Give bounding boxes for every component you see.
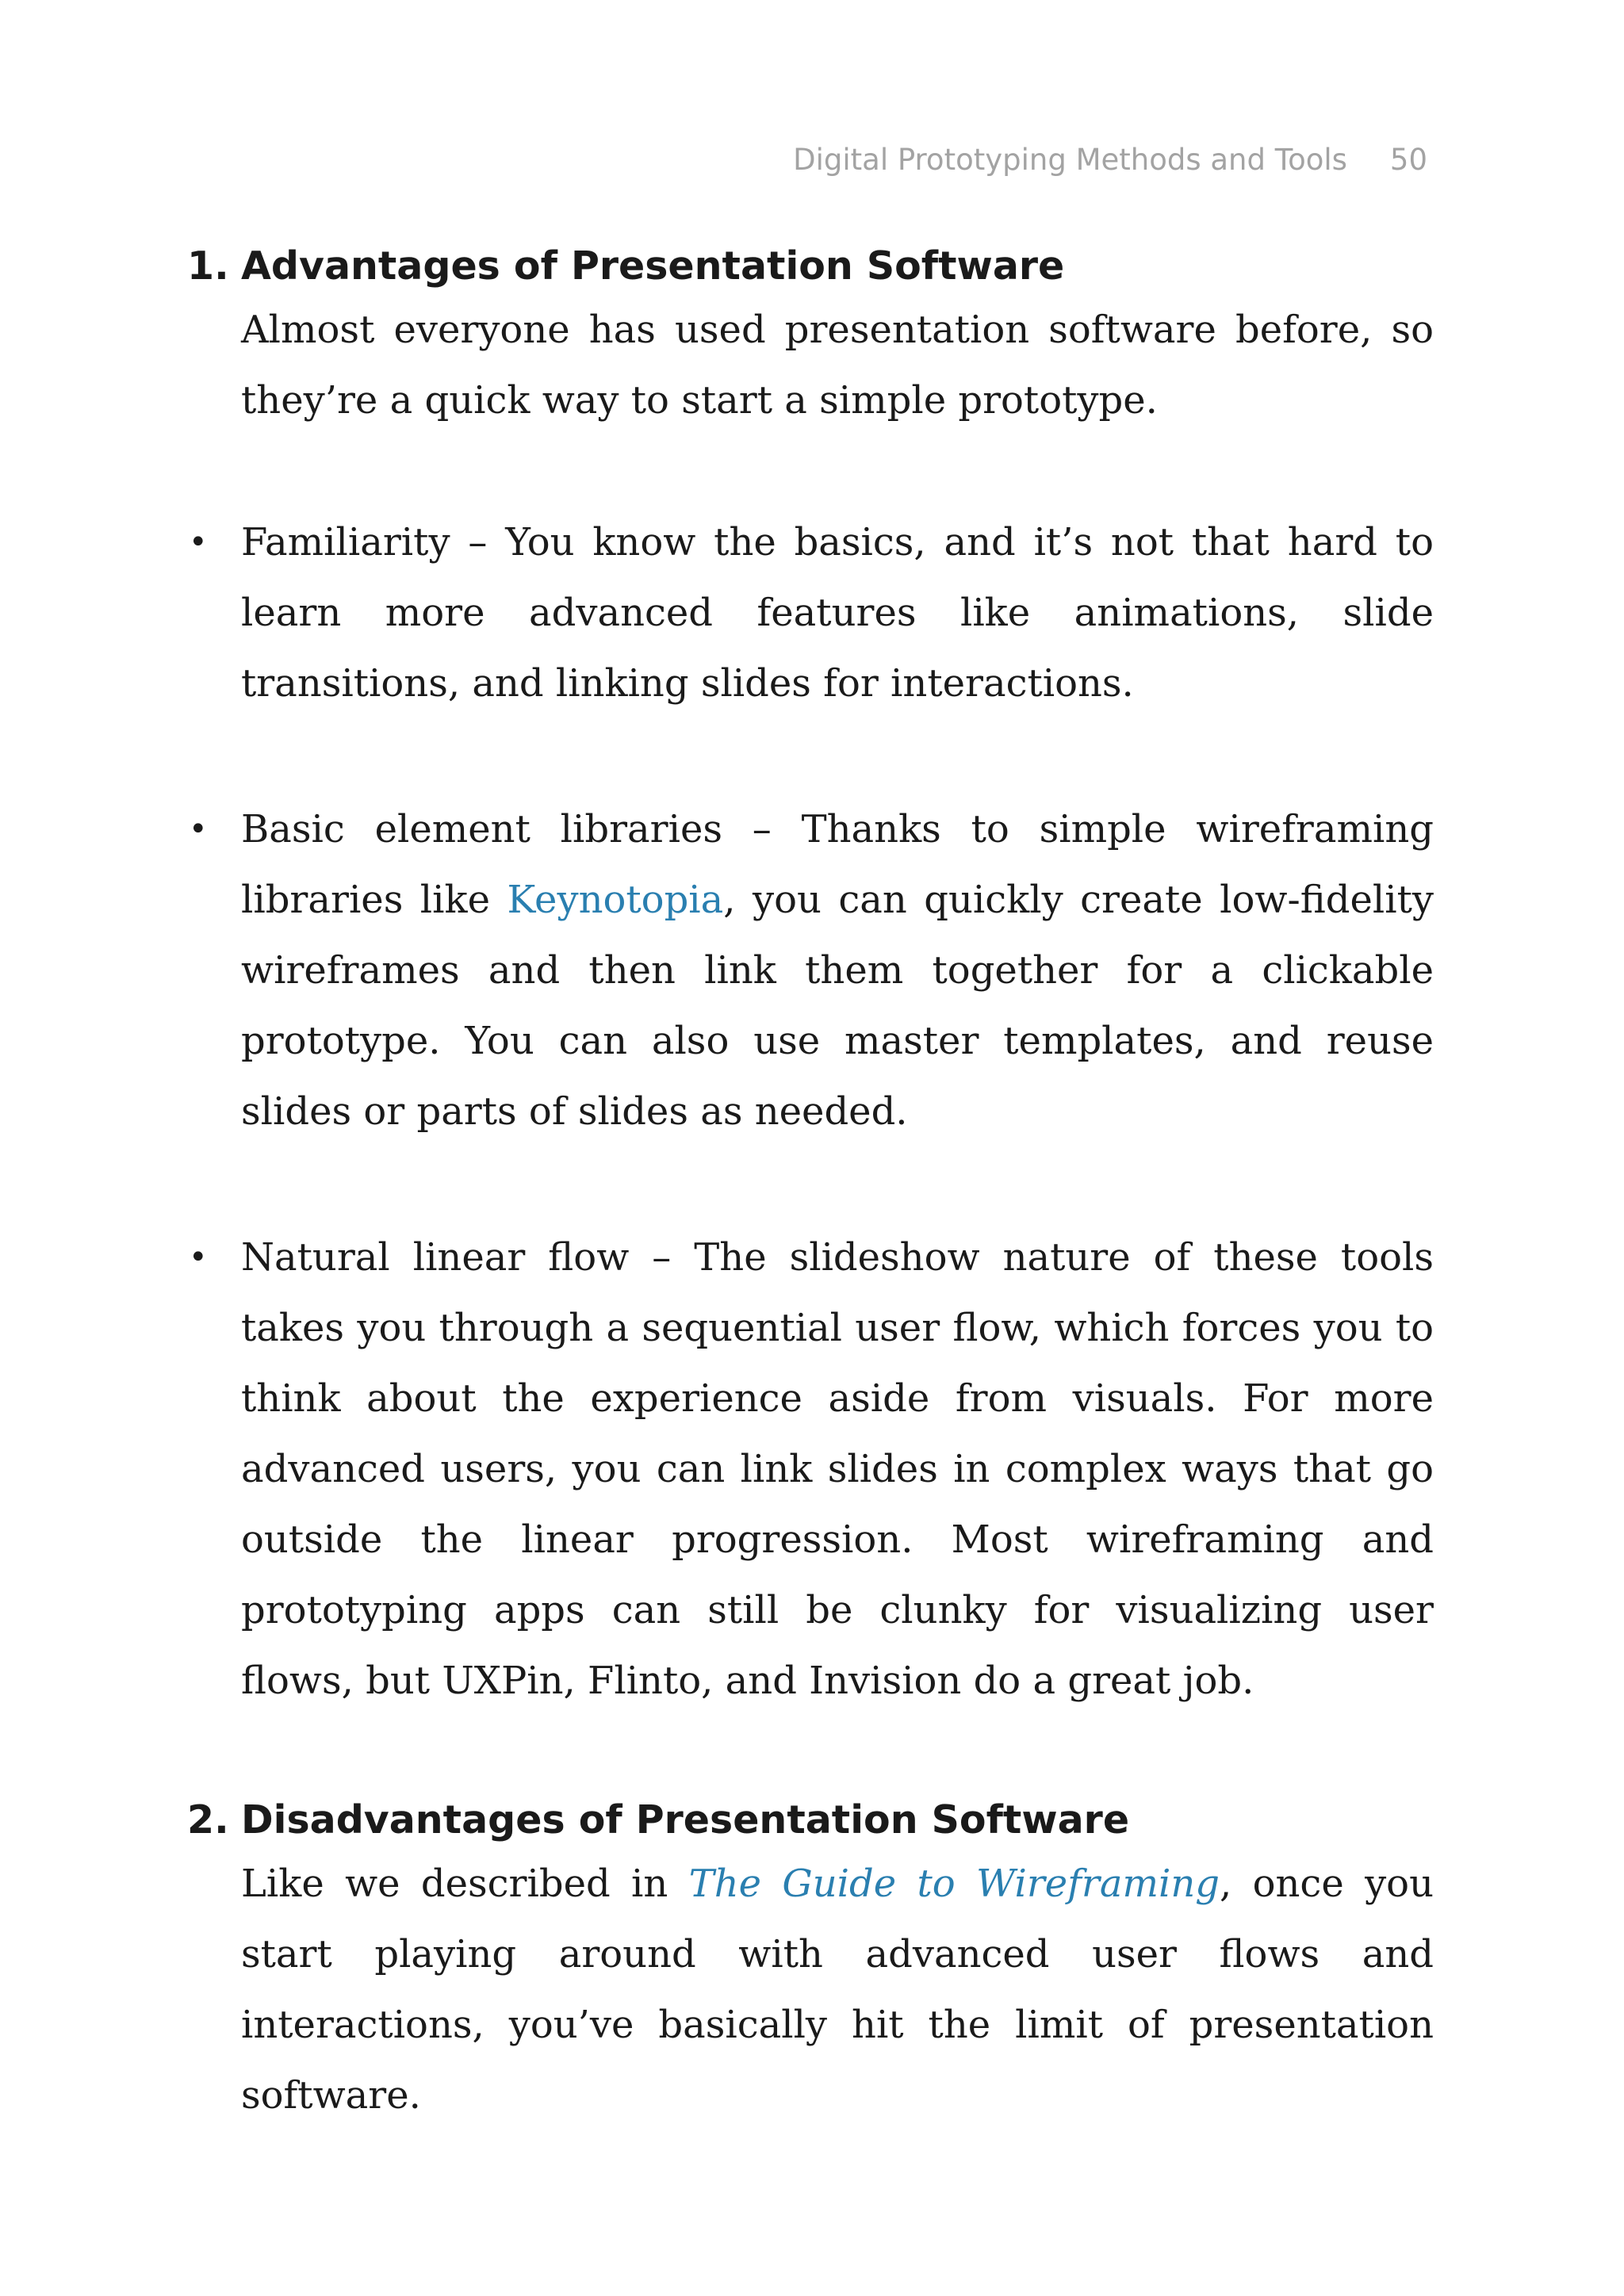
bullet-item-linear-flow: [187, 1223, 1434, 1716]
section-heading-disadvantages: [187, 1792, 1434, 1849]
section-body-paragraph: [187, 1849, 1434, 2131]
bullet-text-before-link: Basic element libraries – Thanks to simple wireframing libraries like: [241, 807, 1434, 922]
paragraph-text-before-link: Like we described in: [241, 1862, 689, 1906]
running-title: Digital Prototyping Methods and Tools: [793, 143, 1347, 177]
bullet-icon: •: [189, 524, 208, 561]
bullet-item-familiarity: [187, 507, 1434, 719]
section-heading-advantages: [187, 238, 1434, 295]
section-intro-paragraph: Almost everyone has used presentation software before, so they’re a quick way to start a simple prototype.: [241, 308, 1434, 423]
bullet-item-element-libraries: [187, 794, 1434, 1147]
page-number: 50: [1389, 143, 1427, 177]
section-number: 1.: [187, 243, 229, 289]
page-content: [187, 238, 1434, 2131]
bullet-text-after-link: , you can quickly create low-fidelity wireframes and then link them together for a clickable prototype. You can also use master templates, and reuse slides or parts of slides as needed.: [241, 878, 1434, 1134]
paragraph-text-after-link: , once you start playing around with advanced user flows and interactions, you’ve basically hit the limit of presentation software.: [241, 1862, 1434, 2118]
section-title: Advantages of Presentation Software: [241, 243, 1065, 289]
guide-to-wireframing-link[interactable]: The Guide to Wireframing: [688, 1862, 1220, 1906]
bullet-text: Familiarity – You know the basics, and it’s not that hard to learn more advanced features like animations, slide transitions, and linking slides for interactions.: [241, 520, 1434, 706]
keynotopia-link[interactable]: Keynotopia: [507, 878, 724, 922]
bullet-icon: •: [189, 811, 208, 848]
running-header: [793, 143, 1427, 177]
bullet-text: Natural linear flow – The slideshow nature of these tools takes you through a sequential user flow, which forces you to think about the experience aside from visuals. For more advanced users, you can link slides in complex ways that go outside the linear progression. Most wireframing and prototyping apps can still be clunky for visualizing user flows, but UXPin, Flinto, and Invision do a great job.: [241, 1235, 1434, 1703]
section-title: Disadvantages of Presentation Software: [241, 1797, 1130, 1843]
bullet-icon: •: [189, 1239, 208, 1276]
section-number: 2.: [187, 1797, 229, 1843]
